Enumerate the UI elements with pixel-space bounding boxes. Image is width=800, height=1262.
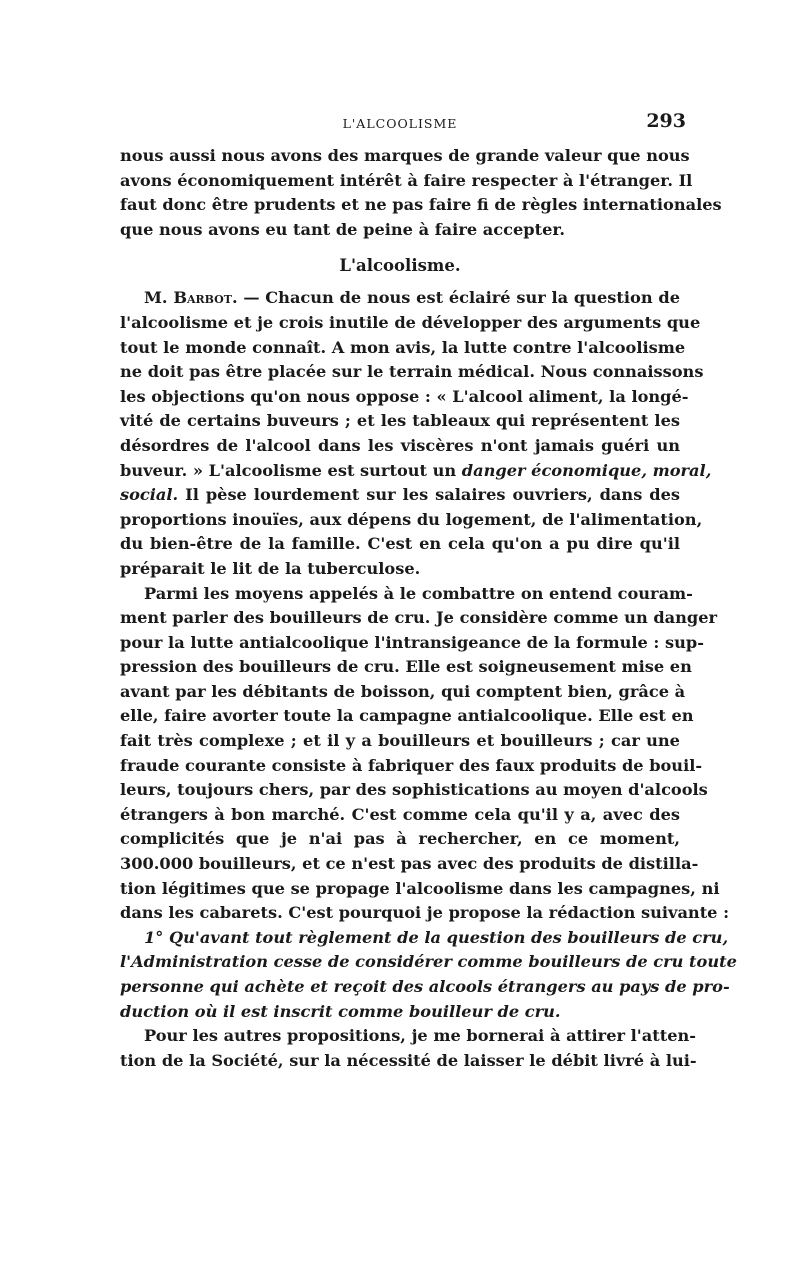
text-line: elle, faire avorter toute la campagne antialcoolique. Elle est en [120,706,694,726]
text-line: personne qui achète et reçoit des alcools étrangers au pays de pro- [120,977,730,996]
text-line [120,459,712,484]
text-line: désordres de l'alcool dans les viscères n'ont jamais guéri un [120,435,680,455]
book-page [120,110,737,1073]
text-line: avons économiquement intérêt à faire respecter à l'étranger. Il [120,170,693,190]
page-number: 293 [646,110,686,132]
text-line: 300.000 bouilleurs, et ce n'est pas avec des produits de distilla- [120,854,699,874]
text-line: tout le monde connaît. A mon avis, la lutte contre l'alcoolisme [120,337,686,357]
section-title: L'alcoolisme. [339,256,461,276]
text-line: 1° Qu'avant tout règlement de la question des bouilleurs de cru, [144,927,729,947]
text-line: préparait le lit de la tuberculose. [120,558,421,578]
paragraph-intro [120,144,722,242]
text-fragment: Il pèse lourdement sur les salaires ouvriers, dans des [178,485,680,505]
text-line: dans les cabarets. C'est pourquoi je propose la rédaction suivante : [120,903,730,923]
running-head [120,110,686,140]
text-line: vité de certains buveurs ; et les tableaux qui représentent les [120,411,680,431]
text-line: fait très complexe ; et il y a bouilleurs et bouilleurs ; car une [120,731,680,751]
text-line: Parmi les moyens appelés à le combattre on entend couram- [144,583,693,603]
text-line: ment parler des bouilleurs de cru. Je considère comme un danger [120,608,718,628]
text-fragment: buveur. » L'alcoolisme est surtout un [120,460,462,480]
speaker-name: M. Barbot. [144,288,238,308]
text-line: faut donc être prudents et ne pas faire fi de règles internationales [120,195,722,215]
proposal-text [120,926,737,1024]
text-line: ne doit pas être placée sur le terrain médical. Nous connaissons [120,362,704,382]
text-line: leurs, toujours chers, par des sophistications au moyen d'alcools [120,780,708,800]
text-line: pression des bouilleurs de cru. Elle est soigneusement mise en [120,657,692,677]
text-fragment: — Chacun de nous est éclairé sur la question de [237,288,680,308]
running-title: L'ALCOOLISME [342,116,458,131]
text-line: Pour les autres propositions, je me bornerai à attirer l'atten- [144,1026,696,1046]
text-line [120,483,680,508]
text-line: tion de la Société, sur la nécessité de laisser le débit livré à lui- [120,1050,697,1070]
text-line: complicités que je n'ai pas à rechercher, en ce moment, [120,829,680,849]
text-line: proportions inouïes, aux dépens du logement, de l'alimentation, [120,509,703,529]
paragraph-barbot [120,286,712,581]
emphasis-text: danger économique, moral, [461,460,712,480]
text-line: l'Administration cesse de considérer comme bouilleurs de cru toute [120,952,737,972]
text-line [120,286,680,311]
text-line: avant par les débitants de boisson, qui comptent bien, grâce à [120,681,686,701]
text-line: les objections qu'on nous oppose : « L'alcool aliment, la longé- [120,386,689,406]
paragraph-closing [120,1024,697,1073]
text-line: du bien-être de la famille. C'est en cela qu'on a pu dire qu'il [120,534,680,554]
emphasis-text: social. [120,485,179,505]
text-line: que nous avons eu tant de peine à faire accepter. [120,219,566,239]
text-line: nous aussi nous avons des marques de grande valeur que nous [120,146,690,165]
text-line: l'alcoolisme et je crois inutile de développer des arguments que [120,312,701,332]
text-line: duction où il est inscrit comme bouilleur de cru. [120,1001,561,1021]
text-line: tion légitimes que se propage l'alcoolisme dans les campagnes, ni [120,878,720,898]
paragraph-bouilleurs [120,582,730,926]
text-line: fraude courante consiste à fabriquer des faux produits de bouil- [120,755,703,775]
text-line: pour la lutte antialcoolique l'intransigeance de la formule : sup- [120,632,704,652]
text-line: étrangers à bon marché. C'est comme cela qu'il y a, avec des [120,804,680,824]
